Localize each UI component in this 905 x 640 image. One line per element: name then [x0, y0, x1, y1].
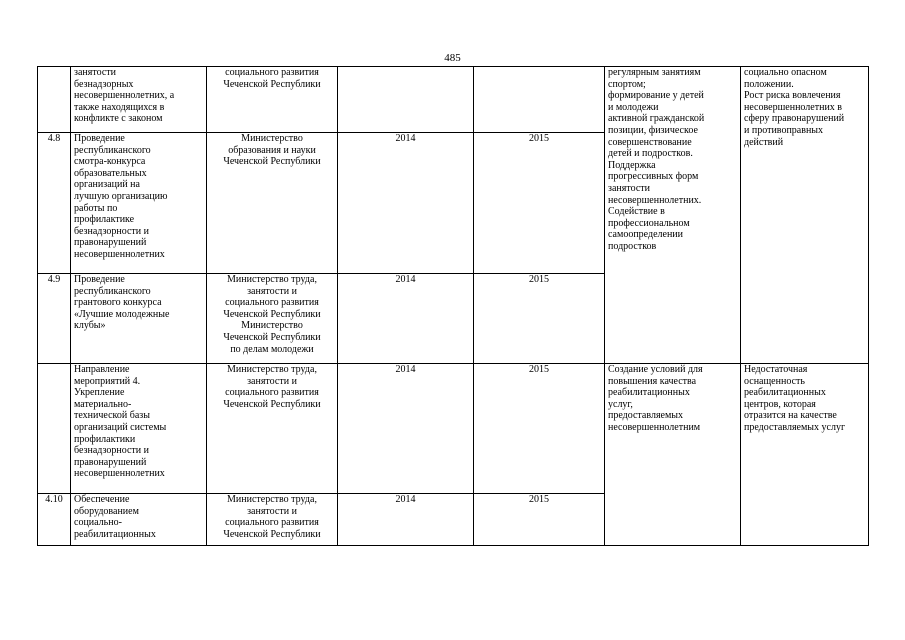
start-year: 2014: [338, 133, 474, 274]
end-year: 2015: [474, 364, 605, 494]
row-number: [38, 364, 71, 494]
row-number: 4.10: [38, 494, 71, 546]
end-year: 2015: [474, 133, 605, 274]
end-year: 2015: [474, 494, 605, 546]
row-number: 4.8: [38, 133, 71, 274]
start-year: [338, 67, 474, 133]
measures-table: [37, 66, 869, 546]
risk-consequences: Недостаточная оснащенность реабилитационных центров, которая отразится на качестве предоставляемых услуг: [741, 364, 869, 546]
measure-name: занятости безнадзорных несовершеннолетних, а также находящихся в конфликте с законом: [71, 67, 207, 133]
expected-result: Создание условий для повышения качества реабилитационных услуг, предоставляемых несовершеннолетним: [605, 364, 741, 546]
row-number: [38, 67, 71, 133]
risk-consequences: социально опасном положении. Рост риска вовлечения несовершеннолетних в сферу правонарушений и противоправных действий: [741, 67, 869, 364]
start-year: 2014: [338, 274, 474, 364]
responsible-executor: Министерство труда, занятости и социального развития Чеченской Республики: [207, 364, 338, 494]
measure-name: Обеспечение оборудованием социально- реабилитационных: [71, 494, 207, 546]
start-year: 2014: [338, 364, 474, 494]
page-number: 485: [444, 52, 461, 64]
expected-result: регулярным занятиям спортом; формирование у детей и молодежи активной гражданской позиции, физическое совершенствование детей и подростков. Поддержка прогрессивных форм занятости несовершеннолетних. Содействие в профессиональном самоопределении подростков: [605, 67, 741, 364]
measure-name: Проведение республиканского грантового конкурса «Лучшие молодежные клубы»: [71, 274, 207, 364]
responsible-executor: социального развития Чеченской Республики: [207, 67, 338, 133]
measure-name: Проведение республиканского смотра-конкурса образовательных организаций на лучшую организацию работы по профилактике безнадзорности и правонарушений несовершеннолетних: [71, 133, 207, 274]
measure-name: Направление мероприятий 4. Укрепление материально- технической базы организаций системы профилактики безнадзорности и правонарушений несовершеннолетних: [71, 364, 207, 494]
start-year: 2014: [338, 494, 474, 546]
end-year: 2015: [474, 274, 605, 364]
table-row: [38, 67, 869, 133]
responsible-executor: Министерство образования и науки Чеченской Республики: [207, 133, 338, 274]
row-number: 4.9: [38, 274, 71, 364]
end-year: [474, 67, 605, 133]
responsible-executor: Министерство труда, занятости и социального развития Чеченской Республики Министерство Чеченской Республики по делам молодежи: [207, 274, 338, 364]
responsible-executor: Министерство труда, занятости и социального развития Чеченской Республики: [207, 494, 338, 546]
table-row: [38, 364, 869, 494]
